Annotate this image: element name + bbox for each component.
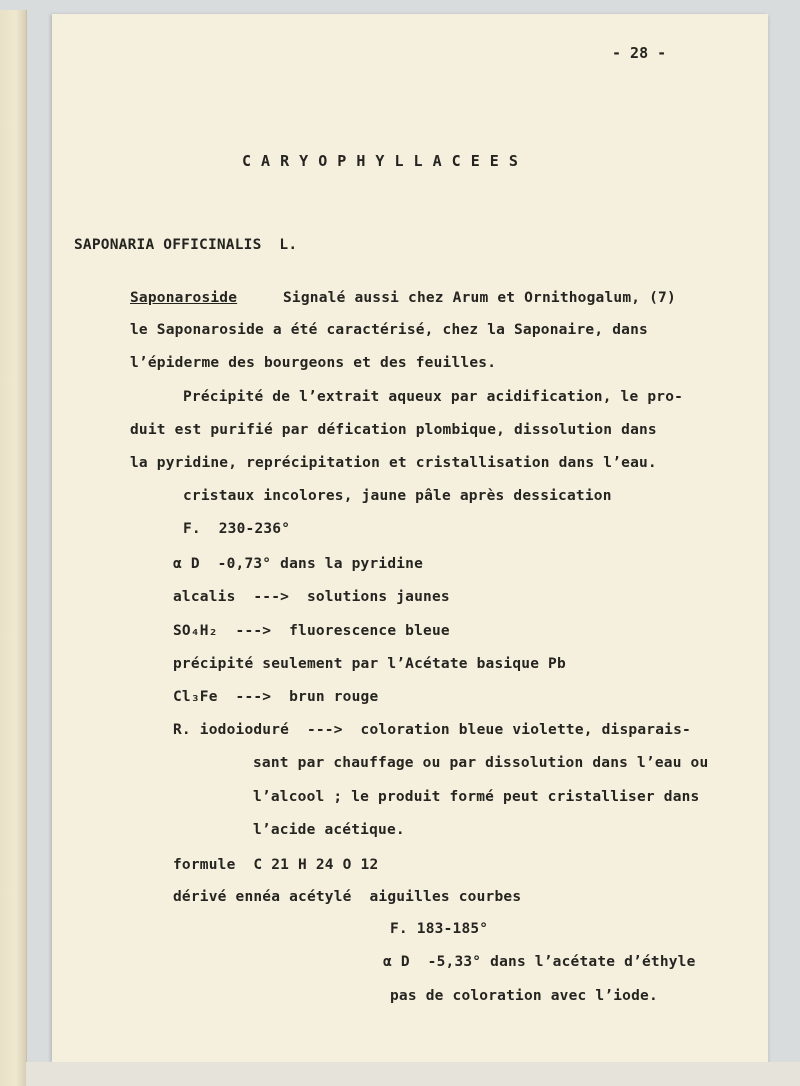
text-line: α D -0,73° dans la pyridine	[173, 556, 424, 572]
scan-bottom-margin	[26, 1062, 800, 1086]
text-line: duit est purifié par défication plombique, dissolution dans	[130, 422, 657, 438]
text-line: le Saponaroside a été caractérisé, chez la Saponaire, dans	[130, 322, 648, 338]
species-heading: SAPONARIA OFFICINALIS L.	[74, 237, 298, 253]
text-line: F. 183-185°	[390, 921, 489, 937]
text-line: pas de coloration avec l’iode.	[390, 988, 658, 1004]
text-line: dérivé ennéa acétylé aiguilles courbes	[173, 889, 522, 905]
text-line: sant par chauffage ou par dissolution dans l’eau ou	[253, 755, 709, 771]
text-line: l’épiderme des bourgeons et des feuilles.	[130, 355, 497, 371]
text-line: formule C 21 H 24 O 12	[173, 857, 379, 873]
text-line: α D -5,33° dans l’acétate d’éthyle	[383, 954, 696, 970]
text-line: la pyridine, reprécipitation et cristallisation dans l’eau.	[130, 455, 657, 471]
text-line: cristaux incolores, jaune pâle après dessication	[183, 488, 612, 504]
text-line: précipité seulement par l’Acétate basique Pb	[173, 656, 566, 672]
text-line: F. 230-236°	[183, 521, 291, 537]
text-line: R. iodoioduré ---> coloration bleue violette, disparais-	[173, 722, 691, 738]
text-line: l’alcool ; le produit formé peut cristalliser dans	[253, 789, 700, 805]
text-line: l’acide acétique.	[253, 822, 405, 838]
text-line: SO₄H₂ ---> fluorescence bleue	[173, 623, 450, 639]
left-page-edge	[0, 10, 27, 1086]
text-line: Précipité de l’extrait aqueux par acidification, le pro-	[183, 389, 684, 405]
text-line: alcalis ---> solutions jaunes	[173, 589, 450, 605]
text-line: Signalé aussi chez Arum et Ornithogalum, (7)	[283, 290, 676, 306]
page-title: C A R Y O P H Y L L A C E E S	[242, 152, 519, 170]
compound-name: Saponaroside	[130, 290, 238, 306]
text-line: Cl₃Fe ---> brun rouge	[173, 689, 379, 705]
page-number: - 28 -	[612, 44, 667, 62]
